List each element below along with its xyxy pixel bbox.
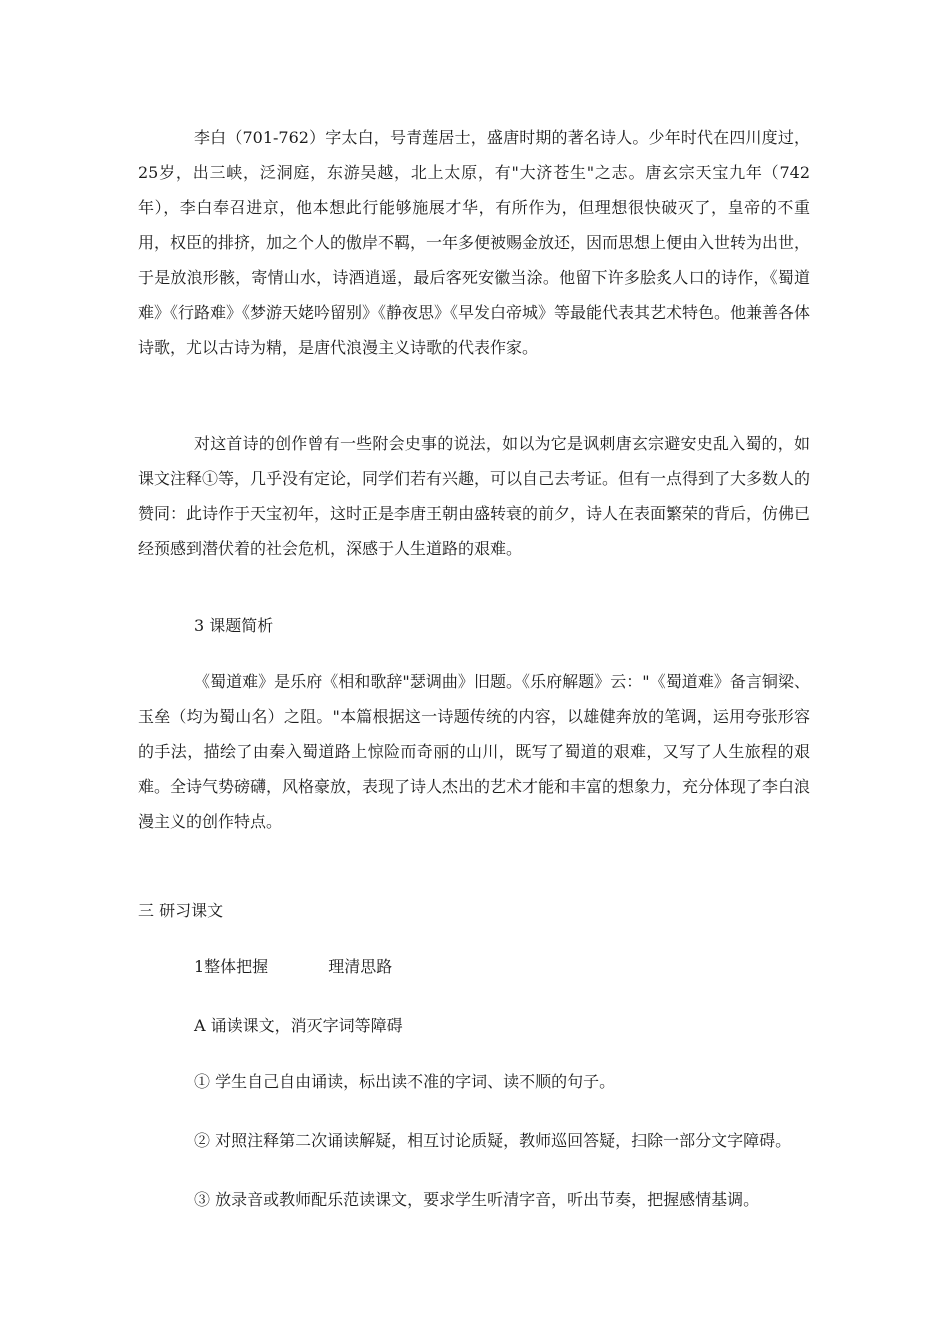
step-item-1: ① 学生自己自由诵读，标出读不准的字词、读不顺的句子。	[194, 1072, 616, 1091]
subheading-recite-text: A 诵读课文，消灭字词等障碍	[194, 1016, 403, 1035]
paragraph-title-analysis: 《蜀道难》是乐府《相和歌辞"瑟调曲》旧题。《乐府解题》云："《蜀道难》备言铜梁、玉垒（均为蜀山名）之阻。"本篇根据这一诗题传统的内容，以雄健奔放的笔调，运用夸张形容的手法，描绘了由秦入蜀道路上惊险而奇丽的山川，既写了蜀道的艰难，又写了人生旅程的艰难。全诗气势磅礴，风格豪放，表现了诗人杰出的艺术才能和丰富的想象力，充分体现了李白浪漫主义的创作特点。	[138, 672, 811, 831]
heading-overall-grasp-part-2: 理清思路	[328, 957, 393, 976]
step-item-2: ② 对照注释第二次诵读解疑，相互讨论质疑，教师巡回答疑，扫除一部分文字障碍。	[194, 1131, 792, 1150]
heading-overall-grasp	[194, 957, 392, 977]
step-item-3: ③ 放录音或教师配乐范读课文，要求学生听清字音，听出节奏，把握感情基调。	[194, 1190, 760, 1209]
heading-study-text: 三 研习课文	[138, 901, 224, 920]
paragraph-creation-background: 对这首诗的创作曾有一些附会史事的说法，如以为它是讽刺唐玄宗避安史乱入蜀的，如课文注释①等，几乎没有定论，同学们若有兴趣，可以自己去考证。但有一点得到了大多数人的赞同：此诗作于天宝初年，这时正是李唐王朝由盛转衰的前夕，诗人在表面繁荣的背后，仿佛已经预感到潜伏着的社会危机，深感于人生道路的艰难。	[138, 434, 811, 558]
heading-overall-grasp-part-1: 1整体把握	[194, 957, 269, 976]
paragraph-libai-biography: 李白（701-762）字太白，号青莲居士，盛唐时期的著名诗人。少年时代在四川度过，25岁，出三峡，泛洞庭，东游吴越，北上太原，有"大济苍生"之志。唐玄宗天宝九年（742年），李白奉召进京，他本想此行能够施展才华，有所作为，但理想很快破灭了，皇帝的不重用，权臣的排挤，加之个人的傲岸不羁，一年多便被赐金放还，因而思想上便由入世转为出世，于是放浪形骸，寄情山水，诗酒逍遥，最后客死安徽当涂。他留下许多脍炙人口的诗作，《蜀道难》《行路难》《梦游天姥吟留别》《静夜思》《早发白帝城》等最能代表其艺术特色。他兼善各体诗歌，尤以古诗为精，是唐代浪漫主义诗歌的代表作家。	[138, 128, 811, 357]
heading-title-analysis: 3 课题简析	[194, 616, 274, 635]
